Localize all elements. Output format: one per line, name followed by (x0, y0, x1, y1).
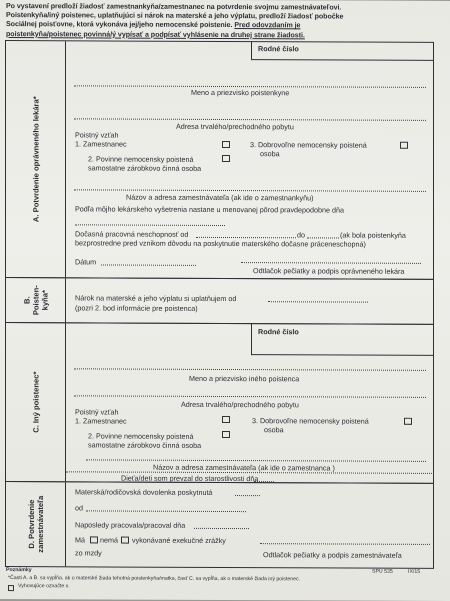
adresa-line-a[interactable] (74, 118, 426, 121)
intro-instructions (6, 2, 442, 41)
option-dobrovolne-c: 3. Dobrovoľne nemocensky poistená (252, 416, 369, 426)
rodne-cislo-box-a (251, 41, 434, 61)
section-c-other-insured (5, 322, 434, 484)
checkbox-dobrovolne-c[interactable] (404, 418, 412, 425)
od-label-d: od (75, 503, 83, 513)
option-dobrovolne-a: 3. Dobrovoľne nemocensky poistená (250, 140, 367, 150)
adresa-label-c: Adresa trvalého/prechodného pobytu (181, 399, 299, 410)
section-b-side-3: kyňa* (40, 290, 49, 311)
section-d-employer-confirmation (5, 481, 434, 569)
naposledy-text: Naposledy pracovala/pracoval dňa (75, 520, 186, 530)
porod-date-line[interactable] (75, 224, 225, 226)
poistny-vztah-label-c: Poistný vzťah (75, 407, 119, 417)
zo-mzdy-text: zo mzdy (75, 548, 102, 558)
option-zamestnanec-c: 1. Zamestnanec (75, 416, 127, 426)
section-a-doctor-confirmation (5, 40, 434, 280)
intro-line-3a: Sociálnej poisťovne, ktorá vykonáva jej/jeho nemocenské poistenie. (6, 20, 235, 30)
rodne-cislo-label-a: Rodné číslo (258, 44, 299, 54)
option-povinne-c: 2. Povinne nemocensky poistená (88, 431, 194, 441)
ma-label: Má (75, 535, 85, 545)
section-c-side (6, 323, 66, 481)
dovolenka-text: Materská/rodičovská dovolenka poskytnutá (75, 487, 213, 497)
section-d-side-2: zamestnávateľa (35, 495, 45, 553)
narok-date-line[interactable] (268, 301, 368, 302)
section-b-side (6, 278, 66, 322)
section-b-side-2: Poisten- (31, 285, 40, 316)
option-povinne-a-2: samostatne zárobkovo činná osoba (88, 163, 202, 173)
narok-text: Nárok na materské a jeho výplatu si uplatňujem od (75, 293, 237, 304)
naposledy-line[interactable] (194, 528, 249, 529)
dovolenka-line[interactable] (235, 495, 260, 496)
datum-line-a[interactable] (101, 264, 196, 265)
poznamky-label: Poznámky (6, 567, 32, 574)
od-line-d[interactable] (86, 510, 246, 512)
docasna-text-c: (ak bola poistenkyňa (340, 230, 406, 240)
rodne-cislo-label-c: Rodné číslo (258, 327, 299, 337)
intro-line-4: poistenkyňa/poistenec povinná/ý vypísať a podpísať vyhlásenie na druhej strane žiadosti. (6, 29, 305, 39)
meno-label-c: Meno a priezvisko iného poistenca (189, 373, 300, 384)
poistny-vztah-label-a: Poistný vzťah (75, 130, 119, 140)
pozri-text: (pozri 2. bod informácie pre poistenca) (75, 303, 198, 313)
nema-label: nemá (100, 535, 118, 545)
option-povinne-c-2: samostatne zárobkovo činná osoba (88, 440, 202, 450)
checkbox-povinne-a[interactable] (222, 155, 230, 162)
form-version: IX/15 (408, 568, 421, 575)
option-zamestnanec-a: 1. Zamestnanec (75, 139, 127, 149)
checkbox-ma[interactable] (90, 536, 98, 543)
checkbox-nema[interactable] (121, 537, 129, 544)
podpis-lekar-line[interactable] (241, 262, 421, 264)
odtlacok-lekar-label: Odtlačok pečiatky a podpis oprávneného lekára (253, 266, 405, 276)
nazov-line-c[interactable] (86, 459, 426, 461)
docasna-do-line[interactable] (307, 237, 339, 238)
section-c-side-label: C. Iný poistenec* (31, 371, 40, 433)
checkbox-povinne-c[interactable] (222, 431, 230, 438)
intro-line-2: Poistenkyňa/iný poistenec, uplatňujúci si nárok na materské a jeho výplatu, predloží žiadosť pobočke (6, 11, 344, 21)
checkbox-dobrovolne-a[interactable] (400, 142, 408, 149)
option-dobrovolne-a-2: osoba (260, 149, 280, 159)
section-a-side (6, 41, 66, 277)
vysetrenie-text: Podľa môjho lekárskeho vyšetrenia nastane u menovanej pôrod pravdepodobne dňa (75, 204, 345, 215)
section-d-side-1: D. Potvrdenie (26, 499, 36, 549)
adresa-line-c[interactable] (74, 395, 426, 398)
section-b-side-1: B. (22, 296, 31, 304)
meno-line-c[interactable] (74, 368, 426, 371)
nazov-label-a: Názov a adresa zamestnávateľa (ak ide o zamestnankyňu) (126, 192, 314, 203)
footnote-2: Vyhovujúce označte x. (18, 583, 70, 590)
dieta-text: Dieťa/deti som prevzal do starostlivosti dňa (121, 473, 259, 484)
rodne-cislo-box-c (251, 323, 434, 356)
checkbox-zamestnanec-a[interactable] (222, 141, 230, 148)
footnote-checkbox (8, 585, 14, 591)
section-a-side-label: A. Potvrdenie oprávneného lekára* (31, 96, 40, 223)
option-povinne-a: 2. Povinne nemocensky poistená (88, 154, 194, 164)
meno-label-a: Meno a priezvisko poistenkyne (191, 87, 290, 98)
odtlacok-zamestnavatel-label: Odtlačok pečiatky a podpis zamestnávateľa (263, 550, 402, 560)
docasna-text-a: Dočasná pracovná neschopnosť od (75, 229, 189, 239)
podpis-zamestnavatel-line[interactable] (260, 543, 430, 545)
adresa-label-a: Adresa trvalého/prechodného pobytu (176, 121, 294, 132)
intro-line-1: Po vystavení predloží žiadosť zamestnankyňa/zamestnanec na potvrdenie svojmu zamestnávateľovi. (6, 2, 342, 12)
vykonavane-text: vykonávané exekučné zrážky (132, 535, 226, 546)
docasna-text-b: do (297, 230, 305, 240)
datum-label-a: Dátum (75, 257, 97, 267)
checkbox-zamestnanec-c[interactable] (222, 416, 230, 423)
section-d-side (6, 482, 66, 566)
option-dobrovolne-c-2: osoba (264, 425, 284, 435)
form-code: SPÚ 535 (372, 568, 393, 575)
nazov-label-c: Názov a adresa zamestnávateľa (ak ide o zamestnanca ) (153, 462, 335, 473)
docasna-text-line2: bezprostredne pred vznikom dôvodu na poskytnutie materského dočasne práceneschopná) (75, 238, 366, 249)
nazov-line-a[interactable] (74, 189, 426, 192)
section-b-side-label (22, 285, 49, 315)
footnote-1: *Časti A. a B. sa vypĺňa, ak o materské žiada tehotná poistenkyňa/matka, časť C. sa vypĺňa, ak o materské žiada iný poistenec. (8, 575, 301, 583)
section-d-side-label (27, 496, 45, 553)
intro-line-3b: Pred odovzdaním je (234, 21, 301, 30)
section-b-policyholder (5, 277, 434, 325)
